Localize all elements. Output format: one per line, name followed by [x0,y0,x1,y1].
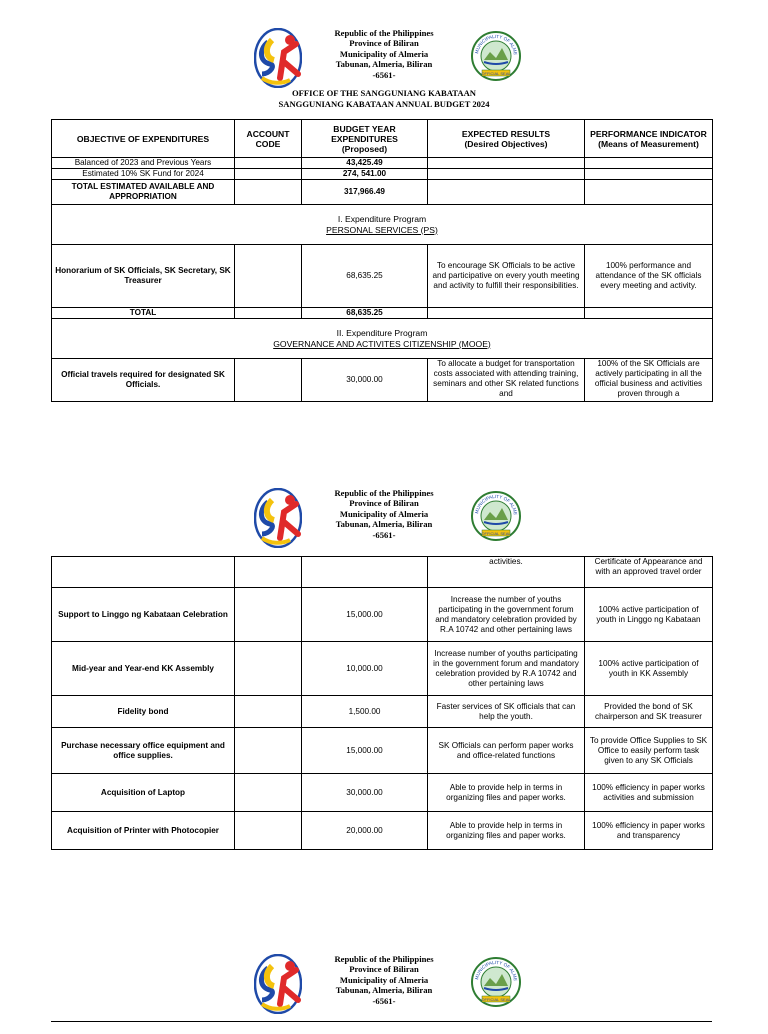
header-line: -6561- [372,529,396,540]
sk-logo-icon [254,488,302,548]
header-line: Province of Biliran [349,498,419,509]
header-line: Municipality of Almeria [339,974,429,985]
empty-cell [235,812,302,850]
section-row [52,319,713,359]
table-row [52,158,713,169]
header-line: Province of Biliran [349,964,419,975]
item-performance: 100% performance and attendance of the SK officials every meeting and activity. [585,245,713,308]
seal-banner: OFFICIAL SEAL [481,70,511,76]
cont-performance: Certificate of Appearance and with an approved travel order [585,557,713,588]
budget-table-page2 [51,556,713,850]
header-line: Republic of the Philippines [334,954,434,964]
table-row [52,642,713,696]
empty-cell [428,158,585,169]
table-row [52,180,713,205]
item-label: Support to Linggo ng Kabataan Celebration [52,588,235,642]
budget-title: SANGGUNIANG KABATAAN ANNUAL BUDGET 2024 [278,98,490,109]
empty-cell [52,557,235,588]
page-title [0,88,768,109]
fund-amount: 274, 541.00 [302,169,428,180]
item-label: Acquisition of Printer with Photocopier [52,812,235,850]
empty-cell [585,169,713,180]
seal-banner: OFFICIAL SEAL [481,996,511,1002]
col-budget [302,120,428,158]
header-line: Tabunan, Almeria, Biliran [335,519,433,530]
header-line: -6561- [372,995,396,1006]
item-performance-text: 100% of the SK Officials are actively participating in all the official business and activities proven through a [594,359,703,398]
col-expected-label: EXPECTED RESULTS [461,128,551,139]
header-address [300,954,468,1006]
section-row [52,205,713,245]
item-expected: Increase the number of youths participating in the government forum and mandatory celebration provided by R.A 10742 and other pertaining laws [428,588,585,642]
sk-logo-icon [254,954,302,1014]
table-row [52,359,713,402]
table-row [52,245,713,308]
empty-cell [585,158,713,169]
table-row [52,812,713,850]
sk-logo-icon [254,28,302,88]
empty-cell [428,308,585,319]
item-performance: To provide Office Supplies to SK Office to easily perform task given to any SK Officials [585,728,713,774]
table-row [52,308,713,319]
item-amount: 20,000.00 [302,812,428,850]
col-expected-sub: (Desired Objectives) [464,138,548,149]
program2-title: II. Expenditure Program [336,327,428,338]
item-expected-text: To allocate a budget for transportation costs associated with attending training, seminars and other SK related functions and [433,359,579,398]
header-address [300,488,468,540]
office-title: OFFICE OF THE SANGGUNIANG KABATAAN [292,88,476,98]
empty-cell [235,588,302,642]
item-amount: 68,635.25 [302,245,428,308]
item-amount: 15,000.00 [302,728,428,774]
header-address [300,28,468,80]
total-available-amount: 317,966.49 [302,180,428,205]
table-row [52,774,713,812]
col-performance-sub: (Means of Measurement) [598,138,699,149]
empty-cell [428,169,585,180]
table-row [52,169,713,180]
item-performance: 100% efficiency in paper works and transparency [585,812,713,850]
empty-cell [235,308,302,319]
col-budget-sub: (Proposed) [341,143,388,154]
fund-label: Balanced of 2023 and Previous Years [52,158,235,169]
item-label: Honorarium of SK Officials, SK Secretary, SK Treasurer [52,245,235,308]
budget-table-page1 [51,119,713,402]
header-line: Republic of the Philippines [334,488,434,498]
cont-expected: activities. [428,557,585,588]
seal-text: MUNICIPALITY OF ALME [474,959,519,982]
empty-cell [235,180,302,205]
empty-cell [235,359,302,402]
seal-banner: OFFICIAL SEAL [481,530,511,536]
item-expected: Able to provide help in terms in organizing files and paper works. [428,812,585,850]
seal-text: MUNICIPALITY OF ALME [474,33,519,56]
empty-cell [235,158,302,169]
item-expected: SK Officials can perform paper works and office-related functions [428,728,585,774]
table-row [52,696,713,728]
item-expected [428,359,585,402]
empty-cell [585,308,713,319]
item-amount: 1,500.00 [302,696,428,728]
item-performance: 100% active participation of youth in Linggo ng Kabataan [585,588,713,642]
item-performance [585,359,713,402]
item-label: Fidelity bond [52,696,235,728]
table-row [52,588,713,642]
item-label: Official travels required for designated SK Officials. [52,359,235,402]
item-label: Mid-year and Year-end KK Assembly [52,642,235,696]
item-amount: 30,000.00 [302,774,428,812]
empty-cell [235,557,302,588]
header-line: Tabunan, Almeria, Biliran [335,59,433,70]
municipal-seal-icon [470,30,522,82]
municipal-seal-icon [470,956,522,1008]
table-header-row [52,120,713,158]
program2-subtitle: GOVERNANCE AND ACTIVITES CITIZENSHIP (MOOE) [273,338,491,349]
total-available-label: TOTAL ESTIMATED AVAILABLE AND APPROPRIATION [52,180,235,205]
fund-label: Estimated 10% SK Fund for 2024 [52,169,235,180]
item-amount: 10,000.00 [302,642,428,696]
header-line: Province of Biliran [349,38,419,49]
col-objective: OBJECTIVE OF EXPENDITURES [52,120,235,158]
program1-subtitle: PERSONAL SERVICES (PS) [326,224,438,235]
item-expected: Increase number of youths participating in the government forum and mandatory celebration provided by R.A 10742 and other pertaining laws [428,642,585,696]
empty-cell [428,180,585,205]
item-label: Acquisition of Laptop [52,774,235,812]
program2-heading [52,319,713,359]
empty-cell [302,557,428,588]
empty-cell [235,169,302,180]
table-row [52,557,713,588]
fund-amount: 43,425.49 [302,158,428,169]
item-amount: 15,000.00 [302,588,428,642]
header-line: Municipality of Almeria [339,48,429,59]
col-performance-label: PERFORMANCE INDICATOR [590,128,707,139]
program1-heading [52,205,713,245]
item-performance: Provided the bond of SK chairperson and SK treasurer [585,696,713,728]
total-amount: 68,635.25 [302,308,428,319]
item-expected: Faster services of SK officials that can help the youth. [428,696,585,728]
item-label: Purchase necessary office equipment and office supplies. [52,728,235,774]
col-expected [428,120,585,158]
empty-cell [235,245,302,308]
item-performance: 100% efficiency in paper works activities and submission [585,774,713,812]
empty-cell [235,642,302,696]
table-row [52,728,713,774]
seal-text: MUNICIPALITY OF ALME [474,493,519,516]
total-label: TOTAL [52,308,235,319]
col-budget-label: BUDGET YEAR EXPENDITURES [331,123,398,144]
col-performance [585,120,713,158]
empty-cell [235,728,302,774]
item-performance: 100% active participation of youth in KK Assembly [585,642,713,696]
col-account: ACCOUNT CODE [235,120,302,158]
program1-title: I. Expenditure Program [337,213,427,224]
municipal-seal-icon [470,490,522,542]
header-line: -6561- [372,69,396,80]
item-amount: 30,000.00 [302,359,428,402]
header-line: Municipality of Almeria [339,508,429,519]
empty-cell [585,180,713,205]
empty-cell [235,774,302,812]
header-line: Tabunan, Almeria, Biliran [335,985,433,996]
header-line: Republic of the Philippines [334,28,434,38]
item-expected: To encourage SK Officials to be active and participative on every youth meeting and activity to fulfill their responsibilities. [428,245,585,308]
empty-cell [235,696,302,728]
table-top-border [51,1021,712,1025]
item-expected: Able to provide help in terms in organizing files and paper works. [428,774,585,812]
